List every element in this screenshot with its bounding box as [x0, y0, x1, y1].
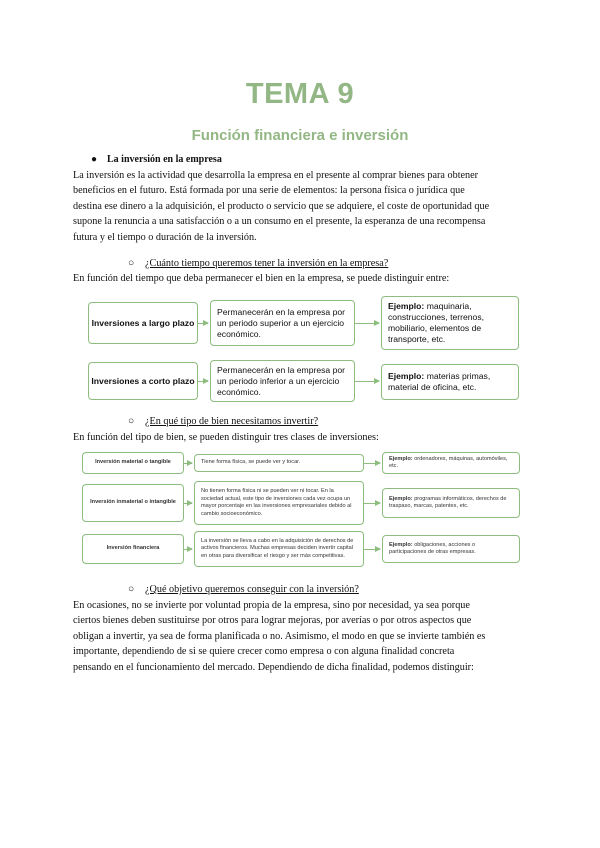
question-2-text: ¿En qué tipo de bien necesitamos invertir?: [145, 416, 319, 427]
category-box-short-term: Inversiones a corto plazo: [88, 362, 198, 400]
section-heading-text: La inversión en la empresa: [107, 154, 222, 165]
arrow-icon: [355, 323, 379, 324]
circle-bullet-icon: ○: [128, 416, 135, 427]
arrow-icon: [355, 381, 379, 382]
circle-bullet-icon: ○: [128, 584, 135, 595]
category-box-long-term: Inversiones a largo plazo: [88, 302, 198, 344]
paragraph-line: futura y el tiempo o duración de la inversión.: [73, 231, 257, 243]
example-box-long-term: [381, 296, 519, 350]
page-subtitle: Función financiera e inversión: [191, 127, 409, 144]
arrow-icon: [184, 549, 192, 550]
arrow-icon: [184, 503, 192, 504]
paragraph-line: destina ese dinero a la adquisición, el producto o servicio que se adquiere, el coste de oportunidad que: [73, 200, 490, 212]
description-box-material: Tiene forma física, se puede ver y tocar.: [194, 454, 364, 472]
arrow-icon: [184, 463, 192, 464]
arrow-icon: [198, 323, 208, 324]
bullet-icon: ●: [91, 154, 98, 165]
arrow-icon: [198, 381, 208, 382]
question-2-lead: En función del tipo de bien, se pueden distinguir tres clases de inversiones:: [73, 432, 379, 443]
example-box-short-term: [381, 364, 519, 400]
question-3-text: ¿Qué objetivo queremos conseguir con la inversión?: [145, 584, 359, 595]
paragraph-line: En ocasiones, no se invierte por voluntad propia de la empresa, sino por necesidad, ya sea porque: [73, 600, 470, 611]
example-text: obligaciones, acciones o participaciones de otras empresas.: [389, 541, 476, 555]
paragraph-line: supone la renuncia a una satisfacción o a un consumo en el presente, la esperanza de una recompensa: [73, 216, 486, 228]
paragraph-line: obligan a invertir, ya sea de forma planificada o no. Asimismo, el modo en que se invierte también es: [73, 630, 486, 642]
paragraph-line: importante, dependiendo de si se quiere crecer como empresa o con alguna finalidad concreta: [73, 646, 455, 658]
example-label: Ejemplo:: [389, 541, 413, 548]
question-1-lead: En función del tiempo que deba permanecer el bien en la empresa, se puede distinguir entre:: [73, 273, 450, 284]
paragraph-line: beneficios en el futuro. Está formada por una serie de elementos: la persona física o jurídica que: [73, 185, 465, 197]
category-box-financial: Inversión financiera: [82, 534, 184, 564]
arrow-icon: [364, 503, 380, 504]
example-label: Ejemplo:: [389, 455, 413, 462]
question-1-text: ¿Cuánto tiempo queremos tener la inversión en la empresa?: [145, 258, 389, 269]
example-box-immaterial: [382, 488, 520, 518]
circle-bullet-icon: ○: [128, 258, 135, 269]
description-box-financial: La inversión se lleva a cabo en la adquisición de derechos de activos financieros. Muchas empresas deciden invertir capital en otras para diversificar el riesgo y ser más competitivas.: [194, 531, 364, 567]
question-2: [128, 416, 318, 427]
arrow-icon: [364, 463, 380, 464]
example-text: materias primas, material de oficina, etc.: [388, 371, 491, 392]
page-title: TEMA 9: [245, 78, 355, 110]
example-label: Ejemplo:: [388, 301, 425, 311]
category-box-immaterial: Inversión inmaterial o intangible: [82, 484, 184, 522]
example-text: ordenadores, máquinas, automóviles, etc.: [389, 455, 508, 469]
example-box-material: [382, 452, 520, 474]
arrow-icon: [364, 549, 380, 550]
paragraph-line: pensando en el funcionamiento del mercado. Dependiendo de dicha finalidad, podemos distinguir:: [73, 661, 474, 673]
example-text: programas informáticos, derechos de traspaso, marcas, patentes, etc.: [389, 495, 507, 509]
description-box-immaterial: No tienen forma física ni se pueden ver ni tocar. En la sociedad actual, este tipo de inversiones cada vez ocupa un mayor porcentaje en las inversiones empresariales debido al cambio socioeconómico.: [194, 481, 364, 525]
intro-paragraph: [73, 168, 533, 245]
section-heading: [91, 154, 222, 165]
example-label: Ejemplo:: [388, 371, 425, 381]
question-3-paragraph: [73, 598, 543, 675]
example-label: Ejemplo:: [389, 495, 413, 502]
example-text: maquinaria, construcciones, terrenos, mobiliario, elementos de transporte, etc.: [388, 301, 485, 344]
description-box-long-term: Permanecerán en la empresa por un periodo superior a un ejercicio económico.: [210, 300, 355, 346]
description-box-short-term: Permanecerán en la empresa por un periodo inferior a un ejercicio económico.: [210, 360, 355, 402]
paragraph-line: ciertos bienes deben sustituirse por otros para lograr mejoras, por averías o por otros aspectos que: [73, 615, 472, 627]
example-box-financial: [382, 535, 520, 563]
question-1: [128, 258, 388, 269]
question-3: [128, 584, 359, 595]
paragraph-line: La inversión es la actividad que desarrolla la empresa en el presente al comprar bienes para obtener: [73, 170, 479, 181]
category-box-material: Inversión material o tangible: [82, 452, 184, 474]
